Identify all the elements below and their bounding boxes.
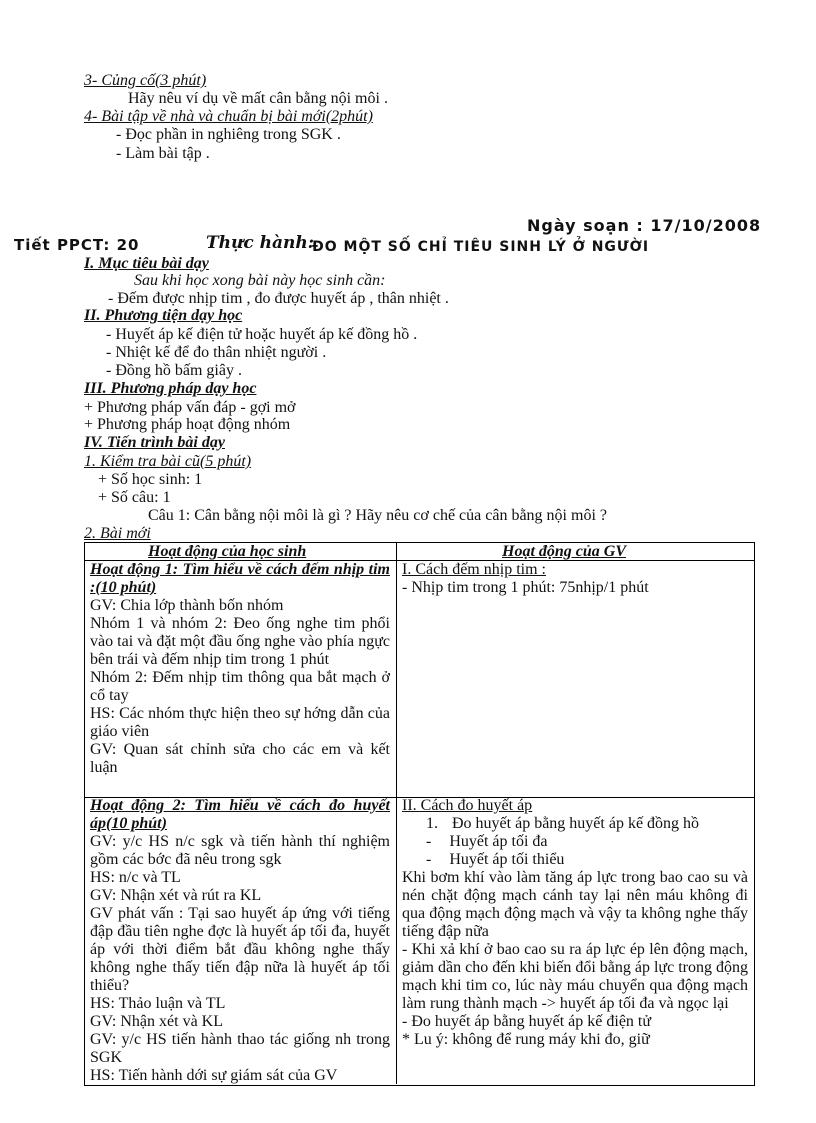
teacher-part-2-para: - Khi xả khí ở bao cao su ra áp lực ép lên động mạch, giảm dần cho đến khi biến đổi bằng áp lực trong động mạch khi tim co, lúc này máu chuyển qua động mạch làm rung thành mạch -> huyết áp tối đa và ngọc lại	[402, 941, 748, 1012]
activity-2-line: GV phát vấn : Tại sao huyết áp ứng với tiếng đập đầu tiên nghe đợc là huyết áp tối đa, huyết áp với thời điểm bắt đầu không nghe thấy không nghe thấy tiến đập nữa là huyết áp tối thiểu?	[90, 905, 390, 994]
table-column-divider	[396, 542, 397, 1084]
section-II-item: - Huyết áp kế điện tử hoặc huyết áp kế đồng hồ .	[106, 326, 418, 343]
activity-1-line: HS: Các nhóm thực hiện theo sự hớng dẫn của giáo viên	[90, 705, 390, 740]
teacher-part-1-title: I. Cách đếm nhịp tim :	[402, 561, 546, 578]
activity-2-line: GV: Nhận xét và rút ra KL	[90, 887, 262, 904]
section-II-item: - Đồng hồ bấm giây .	[106, 362, 242, 379]
activity-2-line: HS: n/c và TL	[90, 869, 181, 886]
teacher-part-2-bullet: - Huyết áp tối đa	[426, 833, 548, 850]
activity-2-line: GV: y/c HS n/c sgk và tiến hành thí nghiệm gồm các bớc đã nêu trong sgk	[90, 833, 390, 868]
activity-2-line: HS: Thảo luận và TL	[90, 995, 226, 1012]
activity-1-line: GV: Chia lớp thành bốn nhóm	[90, 597, 284, 614]
teacher-part-2-para: Khi bơm khí vào làm tăng áp lực trong bao cao su và nén chặt động mạch cánh tay lại nên máu không đi qua động mạch động mạch và vậy ta không nghe thấy tiếng đập nữa	[402, 869, 748, 940]
activity-1-title: Hoạt động 1: Tìm hiểu về cách đếm nhịp tim :(10 phút)	[90, 561, 390, 596]
activity-1-student	[90, 561, 390, 777]
section-II-item: - Nhiệt kế để đo thân nhiệt người .	[106, 344, 327, 361]
activity-2-title: Hoạt động 2: Tìm hiểu về cách đo huyết áp(10 phút)	[90, 797, 390, 832]
section-IV-title: IV. Tiến trình bài dạy	[84, 434, 225, 451]
teacher-part-1	[402, 561, 748, 597]
section-3-item: Hãy nêu ví dụ về mất cân bằng nội môi .	[128, 90, 388, 107]
lesson-title: ĐO MỘT SỐ CHỈ TIÊU SINH LÝ Ở NGƯỜI	[312, 239, 650, 255]
activity-2-line: HS: Tiến hành dới sự giám sát của GV	[90, 1067, 338, 1084]
section-4-title: 4- Bài tập về nhà và chuẩn bị bài mới(2phút)	[84, 108, 373, 125]
practice-label: Thực hành:	[206, 233, 315, 253]
section-III-item: + Phương pháp vấn đáp - gợi mở	[84, 399, 296, 416]
teacher-part-2	[402, 797, 748, 1049]
lesson-period: Tiết PPCT: 20	[14, 236, 140, 254]
section-3-title: 3- Củng cố(3 phút)	[84, 72, 207, 89]
activity-1-line: Nhóm 1 và nhóm 2: Đeo ống nghe tim phổi vào tai và đặt một đầu ống nghe vào phía ngực bên trái và đếm nhịp tim trong 1 phút	[90, 615, 390, 668]
teacher-part-2-title: II. Cách đo huyết áp	[402, 797, 533, 814]
teacher-part-2-numbered: 1. Đo huyết áp bằng huyết áp kế đồng hồ	[426, 815, 700, 832]
student-count: + Số học sinh: 1	[98, 471, 203, 488]
column-header-students: Hoạt động của học sinh	[148, 543, 307, 560]
column-header-teacher: Hoạt động của GV	[502, 543, 627, 560]
teacher-part-1-line: - Nhịp tim trong 1 phút: 75nhịp/1 phút	[402, 579, 649, 596]
activity-2-line: GV: Nhận xét và KL	[90, 1013, 223, 1030]
activity-2-student	[90, 797, 390, 1085]
question-count: + Số câu: 1	[98, 489, 171, 506]
section-4-item: - Làm bài tập .	[116, 145, 210, 162]
section-III-title: III. Phương pháp dạy học	[84, 380, 257, 397]
section-IV-1-title: 1. Kiểm tra bài cũ(5 phút)	[84, 453, 252, 470]
section-II-title: II. Phương tiện dạy học	[84, 307, 243, 324]
check-question: Câu 1: Cân bằng nội môi là gì ? Hãy nêu cơ chế của cân bằng nội môi ?	[148, 507, 607, 524]
activity-1-line: GV: Quan sát chỉnh sửa cho các em và kết luận	[90, 741, 390, 776]
date-prepared: Ngày soạn : 17/10/2008	[527, 216, 762, 235]
section-4-item: - Đọc phần in nghiêng trong SGK .	[116, 126, 341, 143]
teacher-part-2-bullet: - Huyết áp tối thiểu	[426, 851, 565, 868]
teacher-part-2-line: * Lu ý: không để rung máy khi đo, giữ	[402, 1031, 650, 1048]
teacher-part-2-line: - Đo huyết áp bằng huyết áp kế điện tử	[402, 1013, 652, 1030]
section-I-item: - Đếm được nhịp tim , đo được huyết áp , thân nhiệt .	[108, 290, 449, 307]
activity-1-line: Nhóm 2: Đếm nhịp tim thông qua bắt mạch ở cổ tay	[90, 669, 390, 704]
section-IV-2-title: 2. Bài mới	[84, 525, 151, 542]
section-I-intro: Sau khi học xong bài này học sinh cần:	[134, 272, 386, 289]
section-III-item: + Phương pháp hoạt động nhóm	[84, 416, 291, 433]
activity-2-line: GV: y/c HS tiến hành thao tác giống nh trong SGK	[90, 1031, 390, 1066]
section-I-title: I. Mục tiêu bài dạy	[84, 255, 209, 272]
